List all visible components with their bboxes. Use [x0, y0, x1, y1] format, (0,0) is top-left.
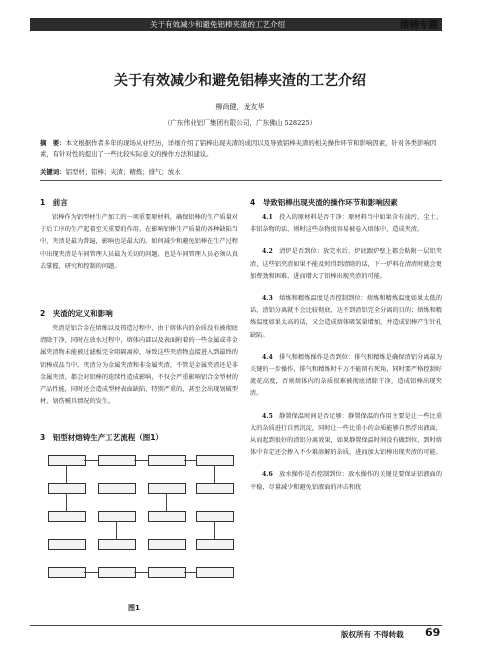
- flow-box: [98, 455, 136, 466]
- flow-arrow: [134, 572, 148, 573]
- flow-arrow: [214, 521, 215, 539]
- flow-box: [196, 483, 234, 494]
- intro-body: [40, 212, 238, 273]
- flow-arrow: [214, 465, 215, 483]
- factors-body: [250, 212, 442, 494]
- factor-text: 投入的原材料是否干净：原材料当中如果含有油污、尘土、非铝杂物的话，则时这些杂物很容易被卷入熔体中，造成夹渣。: [250, 214, 443, 234]
- flow-arrow: [66, 465, 67, 483]
- process-flow-figure: [40, 445, 238, 605]
- flow-box: [98, 483, 136, 494]
- keywords: [40, 167, 442, 176]
- figure-caption: 图1: [128, 604, 140, 612]
- factor-number: 4.6: [262, 471, 273, 479]
- page-number: 69: [425, 626, 441, 639]
- abstract-divider: [40, 180, 442, 181]
- footer-copyright: 版权所有 不得转载: [341, 630, 404, 639]
- factor-paragraph: [250, 293, 442, 342]
- flow-arrow: [166, 493, 167, 511]
- heading-process: 3 铝型材熔铸生产工艺流程（图1）: [40, 433, 163, 442]
- article-authors: 柳尚健，龙友华: [215, 103, 265, 111]
- heading-definition: 2 夹渣的定义和影响: [40, 309, 113, 318]
- factor-paragraph: [250, 246, 442, 283]
- factor-text: 熔炼和精炼温度是否控制到位：熔炼和精炼温度如果太低的话，渣铝分离就不会比较彻底，达不到渣铝完全分离的目的；熔炼和精炼温度如果太高的话，又会造成熔体吸氢量增加，并造成铝棒产生针孔缺陷。: [250, 295, 443, 339]
- abstract-label: 摘 要：: [40, 139, 66, 147]
- factor-paragraph: [250, 469, 442, 493]
- flow-box: [48, 455, 86, 466]
- heading-factors: 4 导致铝棒出现夹渣的操作环节和影响因素: [250, 198, 398, 207]
- factor-text: 静置保温时间是否足够：静置保温的作用主要是让一些比重大的杂质进行自然沉淀，同时让一些比重小的杂质能够自然浮出液面，从而起到很好的渣铝分离效果，如果静置保温时间没有做到位，到时熔体中肯定还会掺入不少难溶解的杂质，进而加大铝棒出现夹渣的可能。: [250, 412, 443, 457]
- footer-rule: [30, 625, 442, 626]
- flow-arrow: [116, 521, 117, 539]
- article-title: 关于有效减少和避免铝棒夹渣的工艺介绍: [114, 73, 366, 89]
- definition-body: [40, 323, 238, 408]
- flow-box: [196, 511, 234, 522]
- flow-box: [196, 567, 234, 578]
- keywords-label: 关键词：: [40, 168, 66, 176]
- section-label: 熔铸专题: [400, 20, 439, 31]
- flow-box: [196, 539, 234, 550]
- running-header: [0, 0, 480, 34]
- flow-box: [148, 567, 186, 578]
- keywords-text: 铝型材；铝棒；夹渣；精炼；排气；放水: [65, 168, 181, 176]
- factor-number: 4.3: [262, 295, 273, 303]
- intro-paragraph: 铝棒作为铝型材生产加工的一项重要原材料，确保铝棒的生产质量对于后工序的生产起着至关重要的作用。在影响铝棒生产质量的各种缺陷当中，夹渣是最为普遍，影响也是最大的。如何减少和避免铝棒在生产过程中出现夹渣是车间管理人员最为关切的问题，也是车间管理人员必须认真去掌握、研究和控制的问题。: [40, 214, 238, 270]
- abstract: [40, 138, 442, 160]
- flow-box: [98, 567, 136, 578]
- article-affiliation: （广东伟业铝厂集团有限公司，广东佛山 528225）: [163, 119, 317, 127]
- flow-box: [196, 455, 234, 466]
- factor-paragraph: [250, 212, 442, 236]
- flow-box: [98, 511, 136, 522]
- factor-number: 4.2: [262, 248, 273, 256]
- flow-arrow: [184, 572, 196, 573]
- factor-number: 4.1: [262, 214, 273, 221]
- definition-paragraph: 夹渣是铝合金在熔炼以及铸造过程中，由于熔体内的杂质没有被彻底清除干净，同时在放水过程中，熔体内部以及表面附着的一些金属或非金属夹渣物未能被过滤板完全阻隔离掉，导致这些夹渣物直接进入到最终的铝棒成品当中。夹渣分为金属夹渣和非金属夹渣，不管是金属夹渣还是非金属夹渣，都会对铝棒的连续性造成影响，不仅会严重影响铝合金型材的产品性能，同时还会造成型材表面缺陷，特别严重的，甚至会出现划破型材、划伤模具情况的发生。: [40, 325, 238, 406]
- flow-arrow: [134, 460, 148, 461]
- flow-arrow: [84, 460, 98, 461]
- factor-paragraph: [250, 352, 442, 401]
- factor-number: 4.4: [262, 353, 273, 361]
- flow-box: [148, 483, 186, 494]
- factor-text: 排气和精炼操作是否到位：排气和精炼是确保渣铝分离最为关键的一步操作，排气和精炼时千万不能留有死角，同时要严格控制好流花高度，否则熔体内的杂质很难被彻底清除干净，造成铝棒出现夹渣。: [250, 353, 443, 398]
- flow-box: [148, 511, 186, 522]
- flow-box: [48, 511, 86, 522]
- flow-box: [48, 539, 86, 550]
- factor-number: 4.5: [262, 412, 273, 420]
- flow-arrow: [84, 572, 98, 573]
- heading-intro: 1 前言: [40, 198, 68, 207]
- flow-box: [48, 567, 86, 578]
- factor-paragraph: [250, 411, 442, 460]
- factor-text: 清炉是否到位：放完水后，炉底跟炉壁上都会粘附一层铝夹渣，这些铝夹渣如果不能及时得到清除的话，下一炉料在清渣时就会更加费劲和困难，进而增大了铝棒出现夹渣的可能。: [250, 248, 443, 280]
- flow-box: [148, 455, 186, 466]
- flow-box: [148, 539, 186, 550]
- flow-arrow: [184, 460, 196, 461]
- flow-arrow: [66, 493, 67, 511]
- factor-text: 放水操作是否控制到位：放水操作的关键是要保证铝液面的平稳，尽量减少和避免铝液面的冲击和扰: [250, 471, 443, 491]
- abstract-text: 本文根据作者多年的现场从业经历，详细介绍了铝棒出现夹渣的成因以及导致铝棒夹渣的相关操作环节和影响因素，针对各类影响因素，有针对性的提出了一些比较实际意义的操作方法和建议。: [40, 139, 437, 158]
- flow-box: [98, 539, 136, 550]
- flow-box: [48, 483, 86, 494]
- running-title: 关于有效减少和避免铝棒夹渣的工艺介绍: [150, 20, 285, 29]
